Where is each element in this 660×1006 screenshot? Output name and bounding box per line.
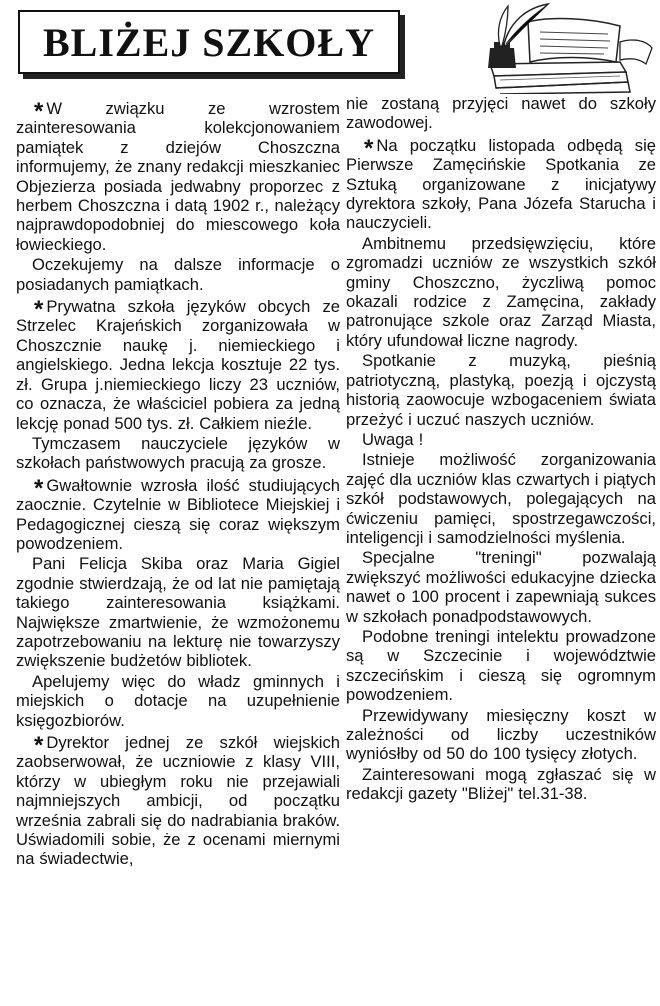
article-paragraph: nie zostaną przyjęci nawet do szkoły zawodowej. — [346, 94, 656, 133]
article-paragraph: Specjalne "treningi" pozwalają zwiększyć możliwości edukacyjne dziecka nawet o 100 procent i zapewniają sukces w szkołach ponadpodstawowych. — [346, 548, 656, 626]
asterisk-bullet-icon: * — [34, 732, 44, 759]
article-paragraph: Tymczasem nauczyciele języków w szkołach państwowych pracują za grosze. — [16, 433, 340, 473]
article-paragraph: Zainteresowani mogą zgłaszać się w redakcji gazety "Bliżej" tel.31-38. — [346, 764, 656, 804]
asterisk-bullet-icon: * — [34, 474, 44, 502]
article-paragraph: Ambitnemu przedsięwzięciu, które zgromadzi uczniów ze wszystkich szkół gminy Choszczno, życzliwą pomoc okazali rodzice z Zamęcina, zakłady patronujące szkole oraz Zarząd Miasta, który ufundował liczne nagrody. — [346, 233, 656, 350]
asterisk-bullet-icon: * — [364, 134, 374, 162]
notice-heading: Uwaga ! — [362, 429, 424, 449]
article-paragraph: Pani Felicja Skiba oraz Maria Gigiel zgodnie stwierdzają, że od lat nie pamiętają takiego zainteresowania książkami. Największe zmartwienie, że wzmożonemu zapotrzebowaniu na lekturę nie towarzyszy zwiększenie budżetów bibliotek. — [16, 554, 340, 671]
asterisk-bullet-icon: * — [34, 98, 44, 125]
column-title-box — [18, 10, 400, 74]
article-paragraph: * Prywatna szkoła języków obcych ze Strzelec Krajeńskich zorganizowała w Choszcznie naukę j. niemieckiego i angielskiego. Jedna lekcja kosztuje 22 tys. zł. Grupa j.niemieckiego liczy 23 uczniów, co oznacza, że właściciel pobiera za jedną lekcję ponad 500 tys. zł. Całkiem nieźle. — [16, 296, 340, 433]
article-paragraph: * Dyrektor jednej ze szkół wiejskich zaobserwował, że uczniowie z klasy VIII, którzy w ubiegłym roku nie przejawiali najmniejszych ambicji, od początku września zabrali się do nadrabiania braków. Uświadomili sobie, że z ocenami miernymi na świadectwie, — [16, 732, 340, 869]
left-column — [16, 96, 340, 870]
article-paragraph: * W związku ze wzrostem zainteresowania kolekcjonowaniem pamiątek z dziejów Choszczna informujemy, że znany redakcji mieszkaniec Objezierza posiada jedwabny proporzec z herbem Choszczna i datą 1902 r., należący najprawdopodobniej do miescowego koła łowieckiego. — [16, 98, 340, 254]
article-paragraph: * Na początku listopada odbędą się Pierwsze Zamęcińskie Spotkania ze Sztuką organizowane z inicjatywy dyrektora szkoły, Pana Józefa Starucha i nauczycieli. — [346, 134, 656, 233]
article-paragraph: Istnieje możliwość zorganizowania zajęć dla uczniów klas czwartych i piątych szkół podstawowych, polegających na ćwiczeniu pamięci, spostrzegawczości, inteligencji i samodzielności myślenia. — [346, 450, 656, 547]
article-paragraph: Przewidywany miesięczny koszt w zależności od liczby uczestników wyniósłby od 50 do 100 tysięcy złotych. — [346, 705, 656, 764]
column-title: BLIŻEJ SZKOŁY — [42, 19, 375, 65]
article-paragraph: Spotkanie z muzyką, pieśnią patriotyczną, plastyką, poezją i ojczystą historią zaowocuje wzbogaceniem świata przeżyć i uczuć naszych uczniów. — [346, 351, 656, 429]
article-paragraph: Oczekujemy na dalsze informacje o posiadanych pamiątkach. — [16, 255, 340, 294]
asterisk-bullet-icon: * — [34, 296, 44, 324]
article-paragraph: Apelujemy więc do władz gminnych i miejskich o dotacje na uzupełnienie księgozbiorów. — [16, 671, 340, 730]
article-paragraph: Podobne treningi intelektu prowadzone są w Szczecinie i województwie szczecińskim i cieszą się ogromnym powodzeniem. — [346, 626, 656, 705]
right-column — [346, 94, 656, 805]
quill-inkwell-book-illustration — [470, 2, 656, 94]
article-paragraph: * Gwałtownie wzrosła ilość studiujących zaocznie. Czytelnie w Bibliotece Miejskiej i Pedagogicznej cieszą się coraz większym powodzeniem. — [16, 474, 340, 553]
